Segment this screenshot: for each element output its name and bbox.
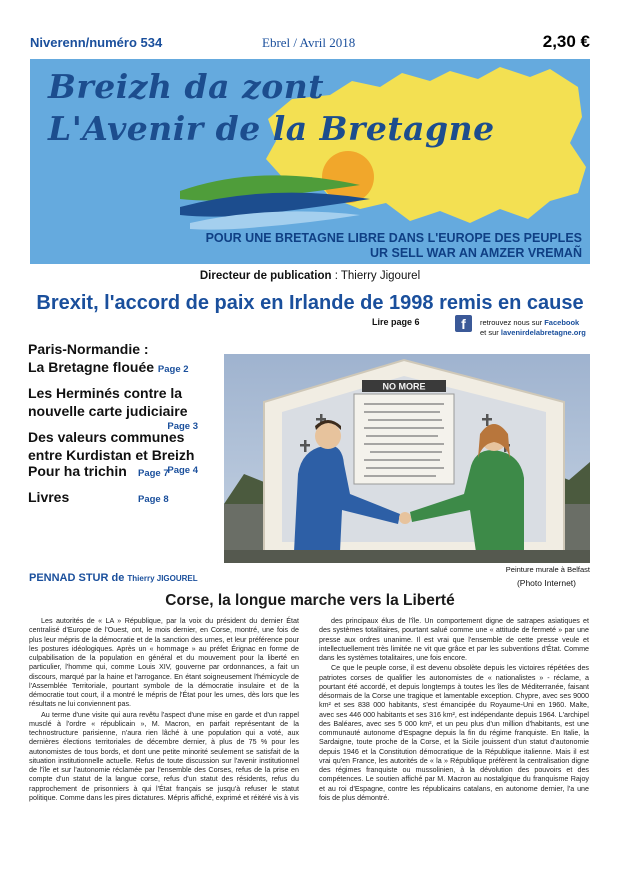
slogan-breton: UR SELL WAR AN AMZER VREMAÑ <box>369 246 582 260</box>
masthead-topline <box>30 32 590 54</box>
publication-director <box>0 270 620 282</box>
toc-title-line2: entre Kurdistan et Breizh <box>28 447 195 463</box>
toc-page-ref[interactable]: Page 7 <box>138 468 169 479</box>
director-name: : Thierry Jigourel <box>334 270 421 282</box>
toc-page-ref[interactable]: Page 2 <box>157 364 189 375</box>
director-label: Directeur de publication <box>199 270 332 282</box>
article-paragraph: Au terme d'une visite qui aura revêtu l'aspect d'une mise en garde et d'un rappel musclé à l'ordre « républicain », M. Macron, en parfait représentant de la technostructure parisienne, n'aura rien lâché à une population qui a voté, aux dernières élections territoriales de décembre dernier, à plus de 75 % pour les autonomistes de tous bords, et dont une petite minorité seulement se satisfait de la situation institutionnelle actuelle. Refus de toute discussion sur l'avenir institutionnel de l'île et sur l'autonomie réclamée par l'ensemble des Corses, refus de la prise en compte d'un statut de la langue corse, refus d'un statut des résidents, refus du rapprochement de prisonniers à qui l'État français se jusqu'à refuser le statut politique. Comme dans les pires dictatures. Mépris affiché, exprimé et réitéré vis à vis <box>29 710 299 802</box>
toc-title-line1: Les Herminés contre la <box>28 385 183 401</box>
toc-title-line1: Livres <box>28 489 70 505</box>
toc-page-ref[interactable]: Page 8 <box>138 494 169 505</box>
toc-title-line1: Des valeurs communes <box>28 429 185 445</box>
belfast-mural-photo <box>224 354 590 563</box>
article-column-right <box>319 617 589 803</box>
toc-title-line1: Paris-Normandie : <box>28 341 149 357</box>
main-headline[interactable]: Brexit, l'accord de paix en Irlande de 1998 remis en cause <box>36 292 584 314</box>
issue-price: 2,30 € <box>542 32 590 51</box>
facebook-link[interactable]: Facebook <box>544 318 580 327</box>
photo-credit: (Photo Internet) <box>516 578 576 588</box>
article-paragraph: des principaux élus de l'île. Un comportement digne de satrapes asiatiques et des systèmes totalitaires, pourtant salué comme une « attitude de fermeté » par une presse aux ordres unanime. Il est vrai que l'ensemble de cette presse veule et intellectuellement très limitée ne vit que grâce et par les subventions d'État. Comme dans les systèmes totalitaires, une fois encore. <box>319 617 589 662</box>
editorial-author: Thierry JIGOUREL <box>127 574 198 583</box>
toc-item[interactable] <box>28 488 223 506</box>
masthead-title-breton: Breizh da zont <box>48 67 324 106</box>
masthead-title-french: L'Avenir de la Bretagne <box>48 109 495 148</box>
toc-item[interactable] <box>28 384 223 433</box>
toc-item[interactable] <box>28 340 223 379</box>
toc-title-line2: nouvelle carte judiciaire <box>28 403 188 419</box>
social-links <box>480 318 586 338</box>
website-link[interactable]: lavenirdelabretagne.org <box>500 328 586 337</box>
issue-date: Ebrel / Avril 2018 <box>262 35 356 50</box>
article-column-left <box>29 617 299 803</box>
read-page-link[interactable]: Lire page 6 <box>372 317 420 327</box>
photo-caption: Peinture murale à Belfast <box>505 565 590 574</box>
mural-heading: NO MORE <box>382 381 426 392</box>
slogan-french: POUR UNE BRETAGNE LIBRE DANS L'EUROPE DES PEUPLES <box>205 231 582 245</box>
masthead-banner <box>30 59 590 264</box>
article-paragraph: Ce que le peuple corse, il est devenu obsolète depuis les victoires répétées des patriotes corses de qualifier les autonomistes de « nationalistes » - réclame, a pourtant été accordé, et depuis longtemps à toutes les îles de Méditerranée, faisant désormais de la Corse une tragique et lamentable exception. Chypre, avec ses 9000 km² et ses 838 000 habitants, s'est émancipée du Royaume-Uni en 1960. Malte, avec ses 446 000 habitants et ses 316 km², est indépendante depuis 1964. L'archipel des Baléares, avec ses 5 000 km², et un peu plus d'un million d'habitants, est une communauté autonome d'Espagne depuis la fin du régime franquiste. En Italie, la Sardaigne, toute proche de la Corse, et la Sicile jouissent d'un statut d'autonomie depuis 1946 et la Constitution démocratique de la République italienne. Mais il est vrai qu'en France, les autorités de « la » République préfèrent la centralisation digne des régimes franquiste ou mussolinien, à la dévolution des pouvoirs et des compétences. Le soutien affiché par M. Macron au nostalgique du franquisme Rajoy et au roi d'Espagne, contre les républicains catalans, en autonome dernier, l'a une fois de plus démontré. <box>319 664 589 802</box>
toc-title-line1: Pour ha trichin <box>28 463 127 479</box>
toc-page-ref[interactable]: Page 3 <box>167 421 198 432</box>
article-paragraph: Les autorités de « LA » République, par la voix du président du dernier État centralisé d'Europe de l'Ouest, ont, le mois dernier, en Corse, montré, une fois de plus leur mépris de la démocratie et de la sanction des urnes, et leur préférence pour les postures idéologiques. Après un « hommage » au préfet Érignac en forme de culpabilisation de la population en général et du mouvement pour la liberté en particulier, l'homme qui, comme Louis XIV, gouverne par ordonnances, a fait un discours, marqué par la haine et l'arrogance. En étant soigneusement l'hémicycle de l'Assemblée Territoriale, pourtant symbole de la démocratie insulaire et de la démocratie tout court, il a montré le mépris de l'État pour les urnes, dès lors que les résultats ne lui conviennent pas. <box>29 617 299 709</box>
toc-page-ref[interactable]: Page 4 <box>167 465 198 476</box>
article-title: Corse, la longue marche vers la Liberté <box>165 592 455 609</box>
facebook-icon[interactable]: f <box>455 315 472 332</box>
scroll <box>354 394 454 484</box>
mural-illustration <box>224 354 590 563</box>
toc-title-line2: La Bretagne flouée <box>28 359 155 375</box>
issue-number: Niverenn/numéro 534 <box>30 35 163 50</box>
toc-item[interactable] <box>28 462 223 480</box>
social-prefix-2: et sur <box>480 328 499 337</box>
editorial-kicker: PENNAD STUR de <box>29 572 125 584</box>
social-prefix-1: retrouvez nous sur <box>480 318 543 327</box>
editorial-label <box>29 572 198 584</box>
